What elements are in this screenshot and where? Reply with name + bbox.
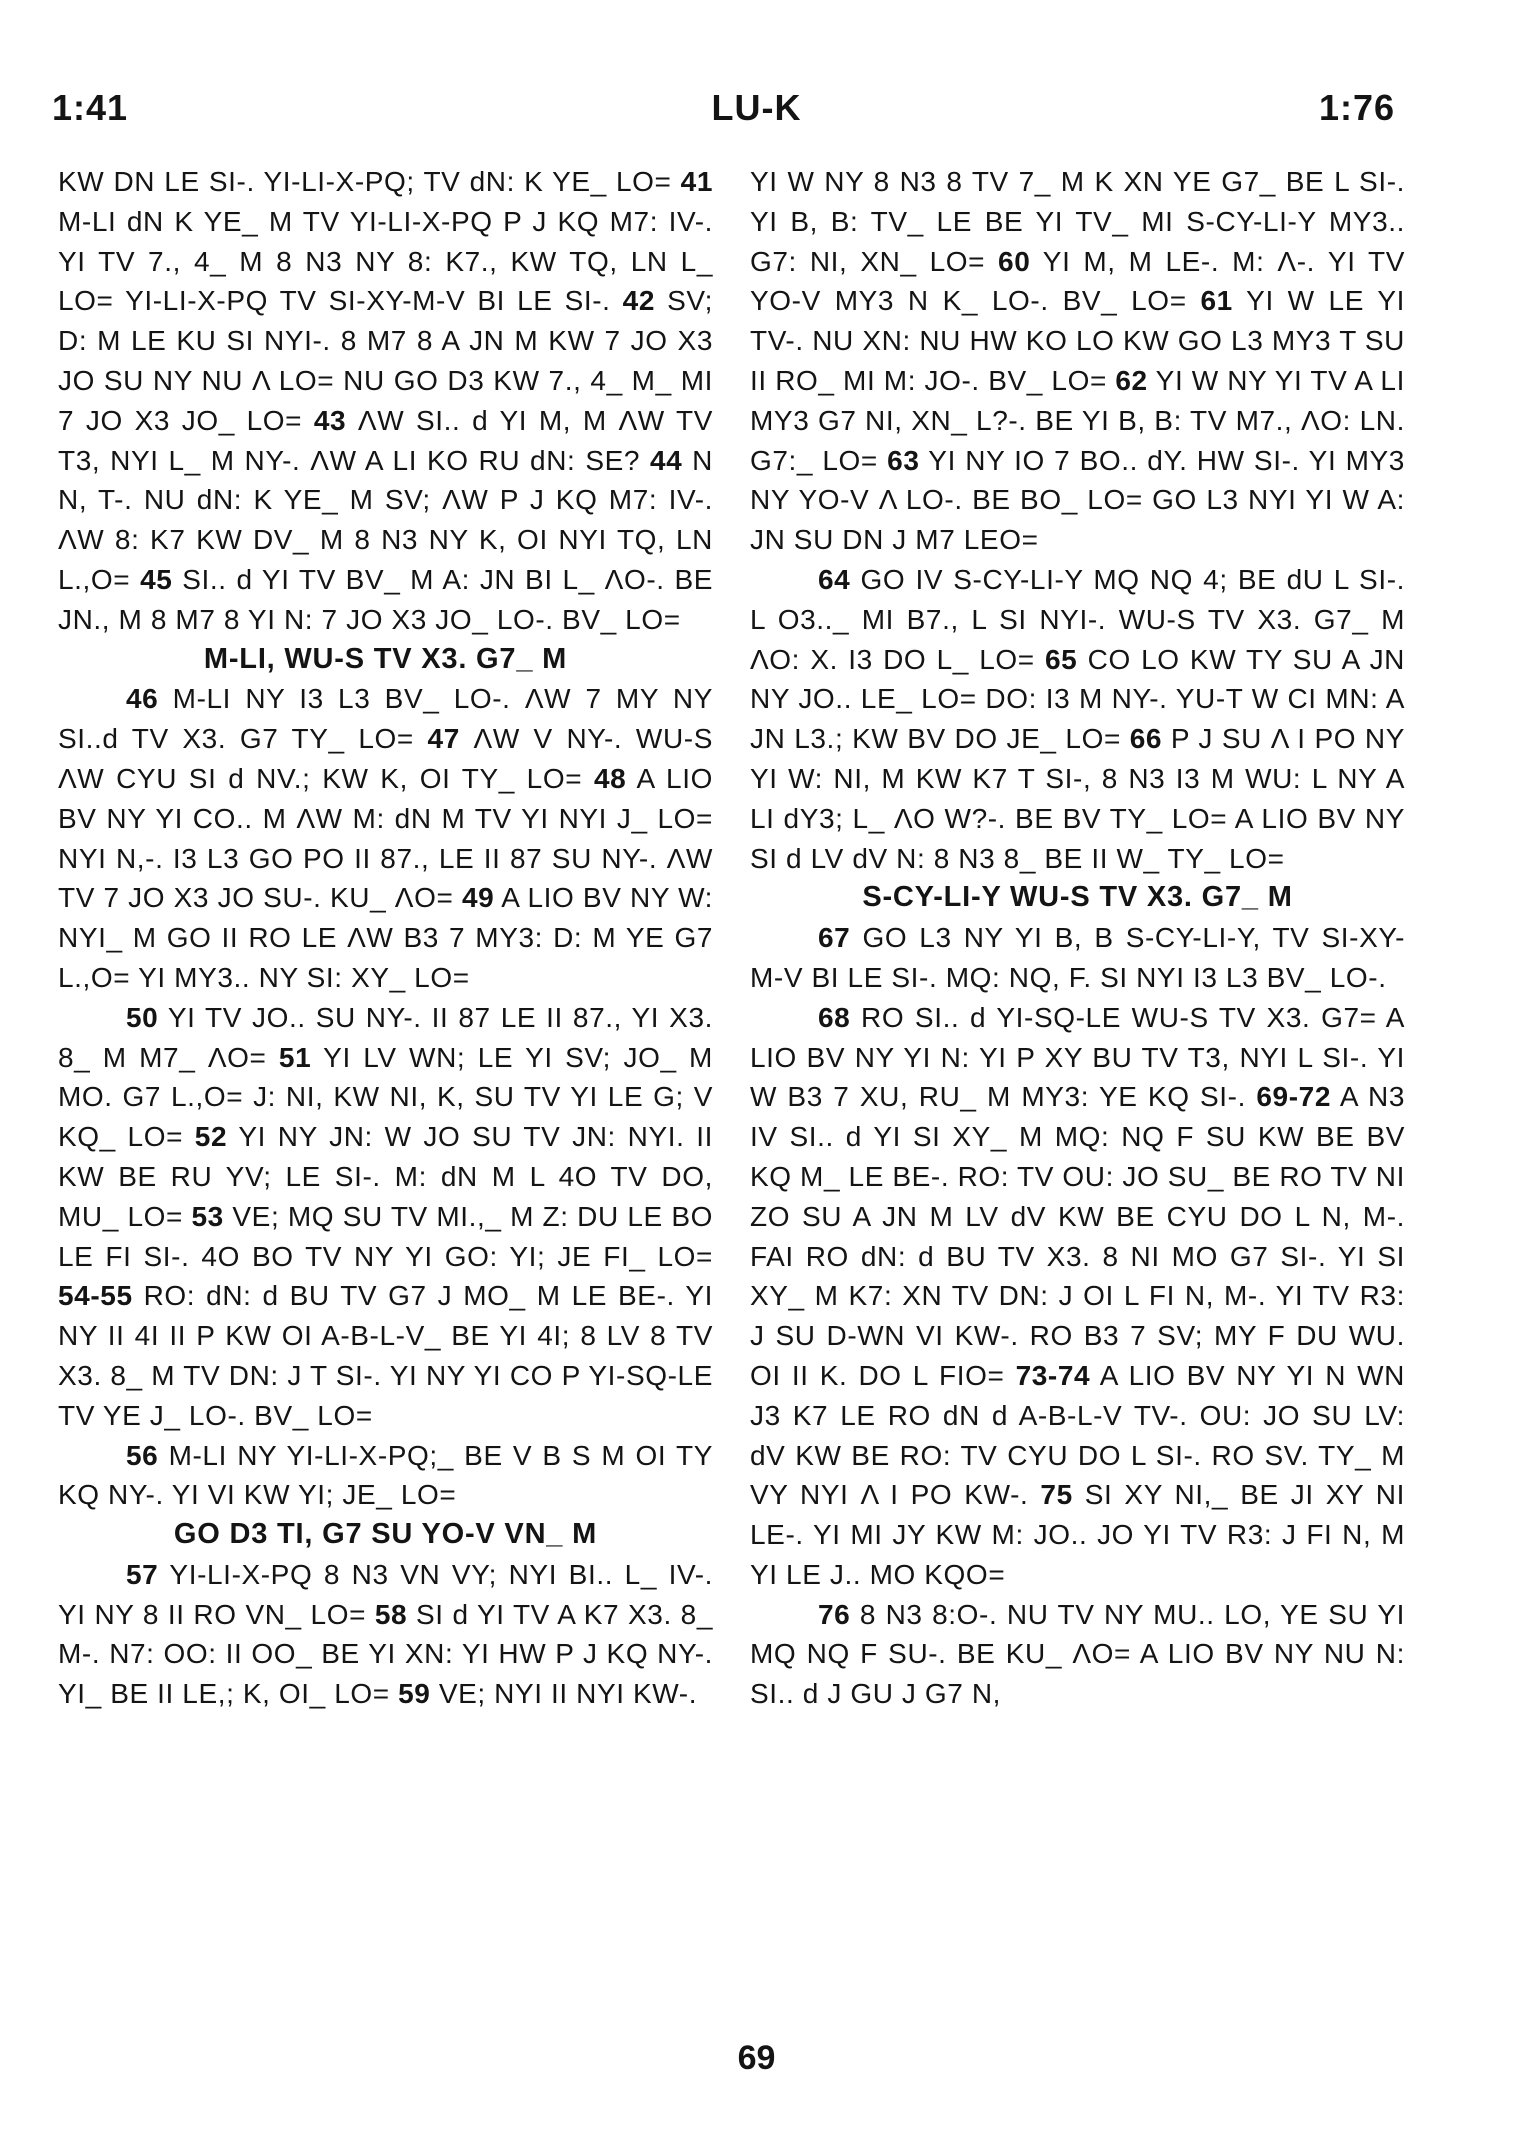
verse-number: 47 — [427, 723, 460, 755]
verse-text: GO IV S-CY-LI-Y MQ NQ 4; BE dU L SI-. L O3.._ MI B7., L SI NYI-. WU-S TV X3. G7_ M ΛO: X. I3 DO L_ LO= — [750, 563, 1405, 675]
verse-text: A LIO BV NY YI CO.. M ΛW M: dN M TV YI NYI J_ LO= NYI N,-. I3 L3 GO PO II 87., LE II 87 SU NY-. ΛW TV 7 JO X3 JO SU-. KU_ ΛO= — [58, 762, 713, 914]
section-heading: S-CY-LI-Y WU-S TV X3. G7_ M — [862, 881, 1293, 914]
verse-number: 62 — [1115, 364, 1148, 396]
verse-text: RO SI.. d YI-SQ-LE WU-S TV X3. G7= A LIO BV NY YI N: YI P XY BU TV T3, NYI L SI-. YI W B3 7 XU, RU_ M MY3: YE KQ SI-. — [750, 1001, 1405, 1113]
verse-text: YI NY JN: W JO SU TV JN: NYI. II KW BE RU YV; LE SI-. M: dN M L 4O TV DO, MU_ LO= — [58, 1121, 713, 1232]
verse-text: A LIO BV NY YI N WN J3 K7 LE RO dN d A-B-L-V TV-. OU: JO SU LV: dV KW BE RO: TV CYU DO L SI-. RO SV. TY_ M VY NYI Λ I PO KW-. — [750, 1359, 1406, 1511]
paragraph — [750, 560, 1405, 878]
verse-number: 56 — [126, 1439, 159, 1471]
paragraph — [58, 679, 713, 997]
verse-number: 52 — [194, 1121, 228, 1153]
verse-text: M-LI NY YI-LI-X-PQ;_ BE V B S M OI TY KQ NY-. YI VI KW YI; JE_ LO= — [58, 1439, 713, 1511]
verse-number: 43 — [313, 404, 347, 436]
verse-number: 44 — [649, 444, 683, 476]
verse-text: CO LO KW TY SU A JN NY JO.. LE_ LO= DO: I3 M NY-. YU-T W CI MN: A JN L3.; KW BV DO JE_ LO= — [750, 643, 1406, 755]
verse-text: VE; MQ SU TV MI.,_ M Z: DU LE BO LE FI SI-. 4O BO TV NY YI GO: YI; JE FI_ LO= — [58, 1200, 713, 1272]
verse-number: 59 — [398, 1678, 431, 1710]
verse-text: ΛW V NY-. WU-S ΛW CYU SI d NV.; KW K, OI TY_ LO= — [58, 723, 713, 794]
verse-text: SI XY NI,_ BE JI XY NI LE-. YI MI JY KW M: JO.. JO YI TV R3: J FI N, M YI LE J.. MO KQO= — [750, 1479, 1405, 1590]
verse-number: 69-72 — [1256, 1081, 1331, 1113]
paragraph — [58, 1555, 713, 1714]
left-text-column — [58, 162, 713, 1714]
verse-text: P J SU Λ I PO NY YI W: NI, M KW K7 T SI-, 8 N3 I3 M WU: L NY A LI dY3; L_ ΛO W?-. BE BV TY_ LO= A LIO BV NY SI d LV dV N: 8 N3 8_ BE II W_ TY_ LO= — [750, 723, 1405, 874]
verse-number: 67 — [818, 922, 851, 954]
verse-text: M-LI NY I3 L3 BV_ LO-. ΛW 7 MY NY SI..d TV X3. G7 TY_ LO= — [58, 683, 713, 755]
verse-number: 41 — [680, 166, 713, 197]
chapter-verse-end: 1:76 — [1318, 87, 1395, 128]
verse-number: 46 — [126, 683, 159, 715]
verse-text: KW DN LE SI-. YI-LI-X-PQ; TV dN: K YE_ LO= — [58, 166, 681, 197]
verse-number: 63 — [887, 444, 920, 476]
chapter-verse-start: 1:41 — [52, 87, 129, 128]
verse-text: YI M, M LE-. M: Λ-. YI TV YO-V MY3 N K_ LO-. BV_ LO= — [750, 245, 1405, 317]
verse-number: 57 — [126, 1558, 159, 1590]
verse-text: YI W LE YI TV-. NU XN: NU HW KO LO KW GO L3 MY3 T SU II RO_ MI M: JO-. BV_ LO= — [750, 285, 1405, 396]
verse-text: SI d YI TV A K7 X3. 8_ M-. N7: OO: II OO_ BE YI XN: YI HW P J KQ NY-. YI_ BE II LE,; K, OI_ LO= — [58, 1598, 713, 1710]
paragraph — [750, 1595, 1405, 1714]
verse-number: 49 — [461, 882, 495, 914]
verse-number: 51 — [278, 1041, 312, 1073]
paragraph — [58, 998, 713, 1436]
verse-text: YI TV JO.. SU NY-. II 87 LE II 87., YI X3. 8_ M M7_ ΛO= — [58, 1001, 713, 1073]
section-heading: M-LI, WU-S TV X3. G7_ M — [203, 642, 568, 675]
verse-number: 54-55 — [58, 1280, 133, 1312]
verse-number: 42 — [622, 285, 656, 317]
verse-number: 50 — [126, 1001, 159, 1033]
verse-number: 75 — [1040, 1479, 1073, 1511]
verse-text: YI W NY 8 N3 8 TV 7_ M K XN YE G7_ BE L SI-. YI B, B: TV_ LE BE YI TV_ MI S-CY-LI-Y MY3.. G7: NI, XN_ LO= — [750, 166, 1405, 277]
verse-text: YI W NY YI TV A LI MY3 G7 NI, XN_ L?-. BE YI B, B: TV M7., ΛO: LN. G7:_ LO= — [750, 364, 1405, 476]
verse-text: GO L3 NY YI B, B S-CY-LI-Y, TV SI-XY-M-V BI LE SI-. MQ: NQ, F. SI NYI I3 L3 BV_ LO-. — [750, 922, 1405, 993]
verse-text: YI-LI-X-PQ 8 N3 VN VY; NYI BI.. L_ IV-. YI NY 8 II RO VN_ LO= — [58, 1558, 713, 1630]
paragraph — [750, 998, 1405, 1595]
verse-number: 65 — [1044, 643, 1078, 675]
verse-number: 53 — [191, 1200, 224, 1232]
verse-number: 73-74 — [1015, 1359, 1091, 1391]
verse-text: N N, T-. NU dN: K YE_ M SV; ΛW P J KQ M7: IV-. ΛW 8: K7 KW DV_ M 8 N3 NY K, OI NYI TQ, LN L.,O= — [58, 444, 714, 595]
book-title: LU-K — [711, 87, 802, 128]
verse-number: 61 — [1200, 285, 1233, 317]
paragraph — [750, 918, 1405, 998]
verse-number: 76 — [818, 1598, 851, 1630]
verse-text: SV; D: M LE KU SI NYI-. 8 M7 8 A JN M KW 7 JO X3 JO SU NY NU Λ LO= NU GO D3 KW 7., 4_ M_ MI 7 JO X3 JO_ LO= — [58, 285, 713, 436]
verse-text: ΛW SI.. d YI M, M ΛW TV T3, NYI L_ M NY-. ΛW A LI KO RU dN: SE? — [58, 404, 713, 476]
paragraph — [750, 162, 1405, 560]
right-text-column — [750, 162, 1405, 1714]
verse-number: 64 — [818, 563, 851, 595]
paragraph — [58, 162, 713, 640]
verse-number: 48 — [593, 762, 627, 794]
verse-text: SI.. d YI TV BV_ M A: JN BI L_ ΛO-. BE JN., M 8 M7 8 YI N: 7 JO X3 JO_ LO-. BV_ LO= — [58, 563, 713, 635]
verse-text: A LIO BV NY W: NYI_ M GO II RO LE ΛW B3 7 MY3: D: M YE G7 L.,O= YI MY3.. NY SI: XY_ LO= — [58, 882, 713, 993]
verse-text: M-LI dN K YE_ M TV YI-LI-X-PQ P J KQ M7: IV-. YI TV 7., 4_ M 8 N3 NY 8: K7., KW TQ, LN L_ LO= YI-LI-X-PQ TV SI-XY-M-V BI LE SI-. — [58, 205, 713, 317]
paragraph — [58, 1436, 713, 1516]
verse-text: YI LV WN; LE YI SV; JO_ M MO. G7 L.,O= J: NI, KW NI, K, SU TV YI LE G; V KQ_ LO= — [58, 1041, 713, 1153]
verse-number: 66 — [1129, 723, 1163, 755]
verse-text: A N3 IV SI.. d YI SI XY_ M MQ: NQ F SU KW BE BV KQ M_ LE BE-. RO: TV OU: JO SU_ BE RO TV NI ZO SU A JN M LV dV KW BE CYU DO L N, M-. FAI RO dN: d BU TV X3. 8 NI MO G7 SI-. YI SI XY_ M K7: XN TV DN: J OI L FI N, M-. YI TV R3: J SU D-WN VI KW-. RO B3 7 SV; MY F DU WU. OI II K. DO L FIO= — [750, 1081, 1405, 1391]
verse-text: 8 N3 8:O-. NU TV NY MU.. LO, YE SU YI MQ NQ F SU-. BE KU_ ΛO= A LIO BV NY NU N: SI.. d J GU J G7 N, — [750, 1598, 1405, 1710]
verse-number: 60 — [998, 245, 1031, 277]
verse-text: YI NY IO 7 BO.. dY. HW SI-. YI MY3 NY YO-V Λ LO-. BE BO_ LO= GO L3 NYI YI W A: JN SU DN J M7 LEO= — [750, 444, 1405, 556]
verse-text: RO: dN: d BU TV G7 J MO_ M LE BE-. YI NY II 4I II P KW OI A-B-L-V_ BE YI 4I; 8 LV 8 TV X3. 8_ M TV DN: J T SI-. YI NY YI CO P YI-SQ-LE TV YE J_ LO-. BV_ LO= — [58, 1280, 713, 1431]
section-heading: GO D3 TI, G7 SU YO-V VN_ M — [173, 1518, 598, 1551]
page-number: 69 — [737, 2039, 776, 2077]
verse-number: 45 — [140, 563, 173, 595]
verse-text: VE; NYI II NYI KW-. — [430, 1678, 698, 1710]
verse-number: 58 — [374, 1598, 408, 1630]
verse-number: 68 — [818, 1001, 851, 1033]
